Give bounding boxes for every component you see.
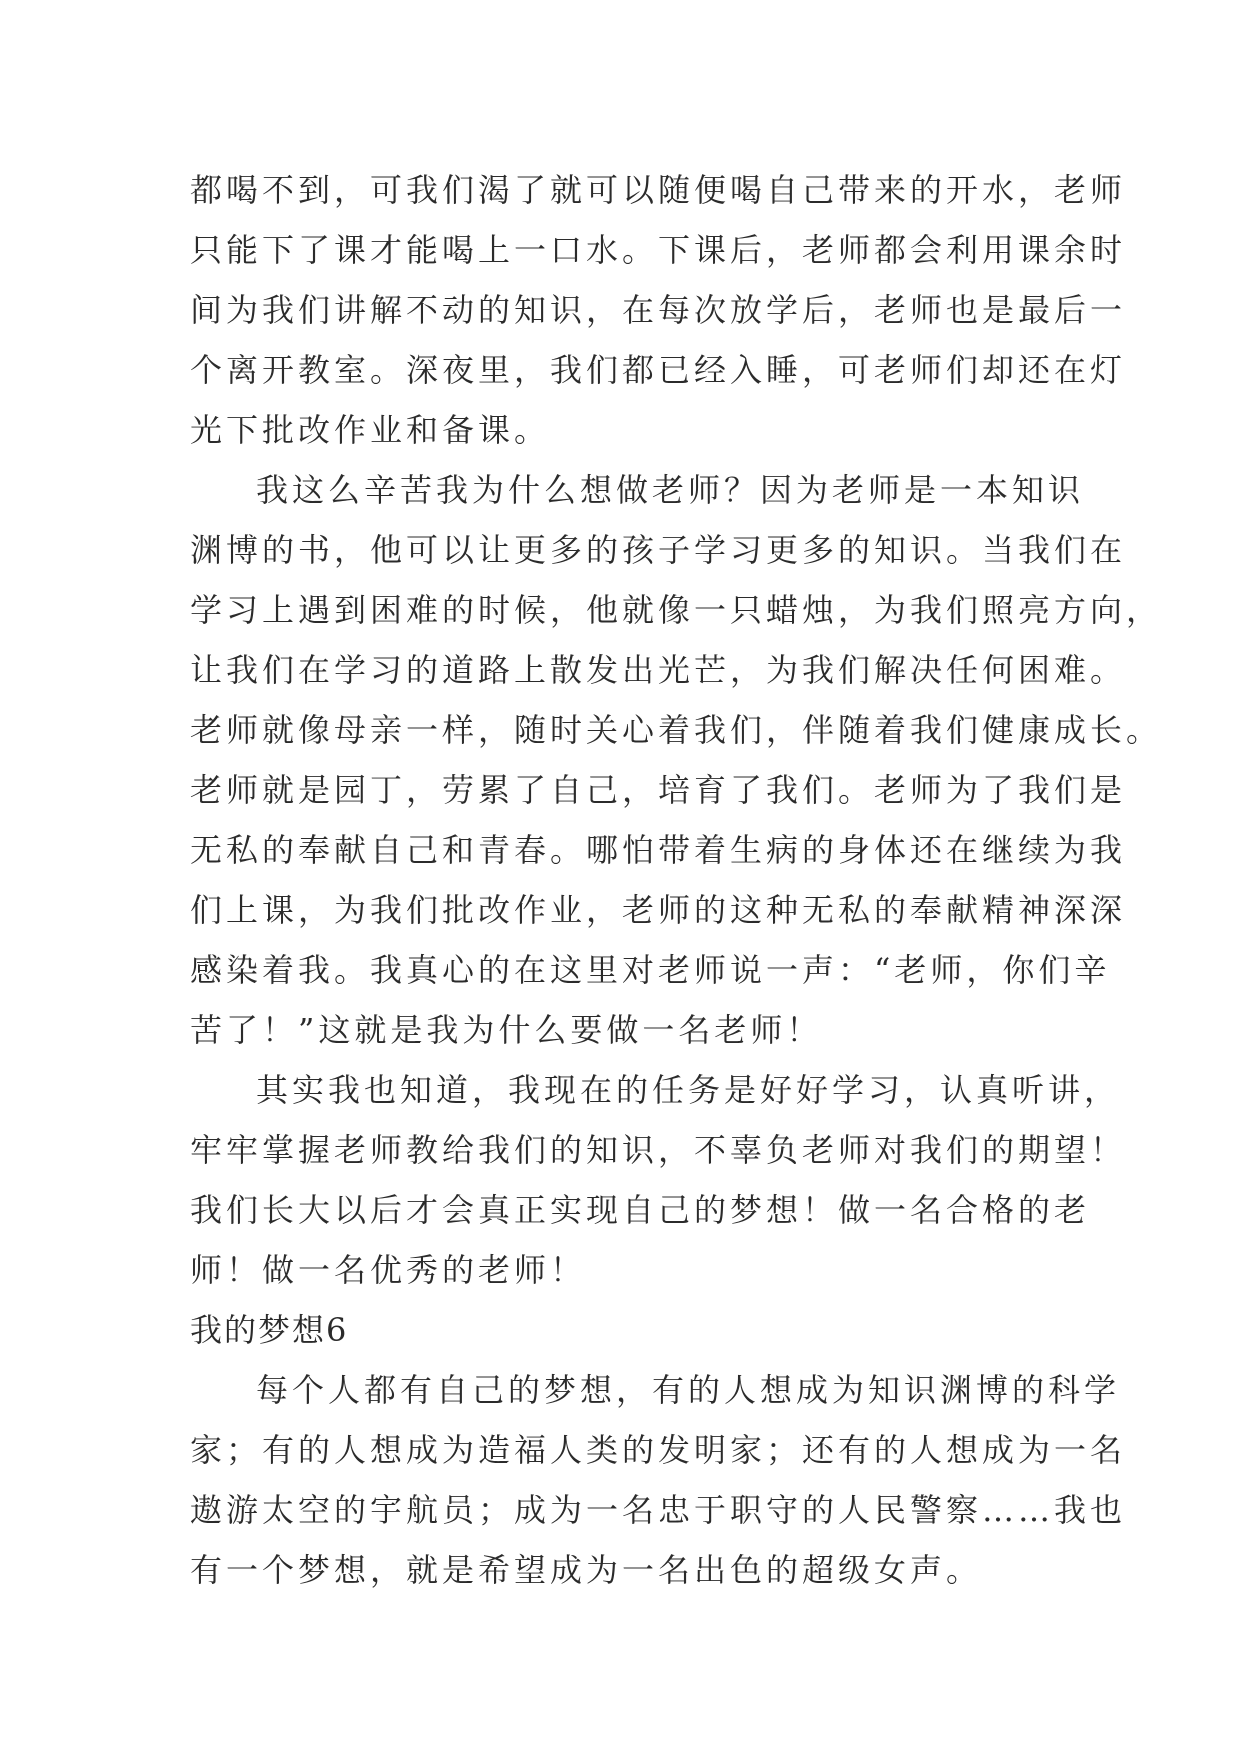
- text-line: 感染着我。我真心的在这里对老师说一声：“老师，你们辛: [190, 951, 1111, 989]
- text-line: 苦了！”这就是我为什么要做一名老师！: [190, 1011, 823, 1049]
- text-line: 光下批改作业和备课。: [190, 411, 551, 449]
- paragraph-3: [190, 1060, 1127, 1300]
- text-line: 让我们在学习的道路上散发出光芒，为我们解决任何困难。: [190, 651, 1127, 689]
- text-line-indented: 每个人都有自己的梦想，有的人想成为知识渊博的科学: [256, 1371, 1121, 1409]
- text-line: 渊博的书，他可以让更多的孩子学习更多的知识。当我们在: [190, 531, 1127, 569]
- text-line: 家；有的人想成为造福人类的发明家；还有的人想成为一名: [190, 1431, 1127, 1469]
- text-line: 个离开教室。深夜里，我们都已经入睡，可老师们却还在灯: [190, 351, 1127, 389]
- text-line: 有一个梦想，就是希望成为一名出色的超级女声。: [190, 1551, 983, 1589]
- text-line: 们上课，为我们批改作业，老师的这种无私的奉献精神深深: [190, 891, 1127, 929]
- text-line: 老师就是园丁，劳累了自己，培育了我们。老师为了我们是: [190, 771, 1127, 809]
- text-line: 都喝不到，可我们渴了就可以随便喝自己带来的开水，老师: [190, 171, 1127, 209]
- text-line: 遨游太空的宇航员；成为一名忠于职守的人民警察……我也: [190, 1491, 1127, 1529]
- text-line: 只能下了课才能喝上一口水。下课后，老师都会利用课余时: [190, 231, 1127, 269]
- text-line: 无私的奉献自己和青春。哪怕带着生病的身体还在继续为我: [190, 831, 1127, 869]
- paragraph-2: [190, 460, 1163, 1060]
- paragraph-4: [190, 1360, 1127, 1600]
- text-line-indented: 其实我也知道，我现在的任务是好好学习，认真听讲，: [256, 1071, 1121, 1109]
- paragraph-1: [190, 160, 1127, 460]
- text-line: 学习上遇到困难的时候，他就像一只蜡烛，为我们照亮方向，: [190, 591, 1163, 629]
- text-line: 师！做一名优秀的老师！: [190, 1251, 587, 1289]
- section-heading: 我的梦想6: [190, 1311, 349, 1349]
- text-line: 间为我们讲解不动的知识，在每次放学后，老师也是最后一: [190, 291, 1127, 329]
- text-line-indented: 我这么辛苦我为什么想做老师？因为老师是一本知识: [256, 471, 1085, 509]
- document-body: [190, 160, 1163, 1600]
- text-line: 我们长大以后才会真正实现自己的梦想！做一名合格的老: [190, 1191, 1091, 1229]
- text-line: 老师就像母亲一样，随时关心着我们，伴随着我们健康成长。: [190, 711, 1163, 749]
- text-line: 牢牢掌握老师教给我们的知识，不辜负老师对我们的期望！: [190, 1131, 1127, 1169]
